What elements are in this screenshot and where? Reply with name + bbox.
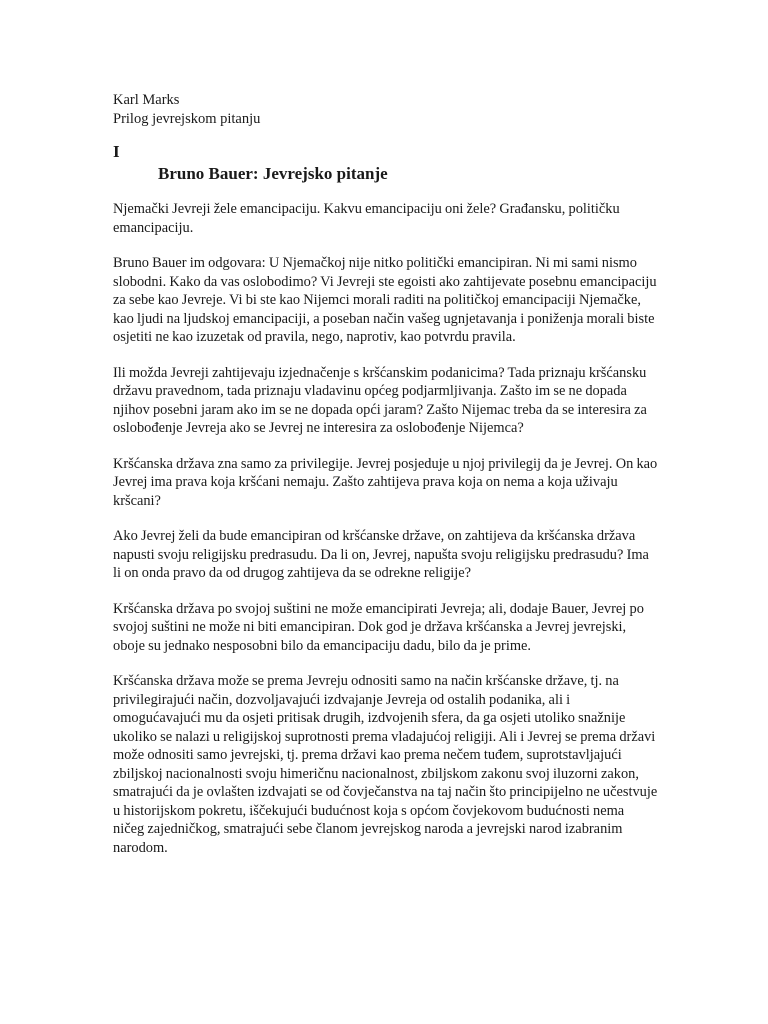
- body-text: [113, 200, 658, 857]
- paragraph: Kršćanska država po svojoj suštini ne može emancipirati Jevreja; ali, dodaje Bauer, Jevrej po svojoj suštini ne može ni biti emancipiran. Dok god je država kršćanska a Jevrej jevrejski, oboje su jednako nesposobni bilo da emancipaciju dadu, bilo da je prime.: [113, 600, 644, 654]
- paragraph: Bruno Bauer im odgovara: U Njemačkoj nije nitko politički emancipiran. Ni mi sami nismo slobodni. Kako da vas oslobodimo? Vi Jevreji ste egoisti ako zahtijevate posebnu emancipaciju za sebe kao Jevreje. Vi bi ste kao Nijemci morali raditi na političkoj emancipaciji Njemačke, kao ljudi na ljudskoj emancipaciji, a poseban način vašeg ugnjetavanja i poniženja morali biste osjetiti ne kao izuzetak od pravila, nego, naprotiv, kao potvrdu pravila.: [113, 255, 657, 345]
- paragraph: Kršćanska država može se prema Jevreju odnositi samo na način kršćanske države, tj. na privilegirajući način, dozvoljavajući izdvajanje Jevreja od ostalih podanika, ali i omogućavajući mu da osjeti pritisak drugih, izdvojenih sfera, da ga osjeti utoliko snažnije ukoliko se nalazi u religijskoj suprotnosti prema vladajućoj religiji. Ali i Jevrej se prema državi može odnositi samo jevrejski, tj. prema državi kao prema nečem tuđem, suprotstavljajući zbiljskoj nacionalnosti svoju himeričnu nacionalnost, zbiljskom zakonu svoj iluzorni zakon, smatrajući da je ovlašten izdvajati se od čovječanstva na taj način što principijelno ne učestvuje u historijskom pokretu, iščekujući budućnost koja s općom čovjekovom budućnosti nema ničeg zajedničkog, smatrajući sebe članom jevrejskog naroda a jevrejski narod izabranim narodom.: [113, 673, 658, 856]
- paragraph: Ili možda Jevreji zahtijevaju izjednačenje s kršćanskim podanicima? Tada priznaju kršćansku državu pravednom, tada priznaju vladavinu općeg podjarmljivanja. Zašto im se ne dopada njihov posebni jaram ako im se ne dopada opći jaram? Zašto Nijemac treba da se interesira za oslobođenje Jevreja ako se Jevrej ne interesira za oslobođenje Nijemca?: [113, 364, 647, 436]
- section-title: Bruno Bauer: Jevrejsko pitanje: [158, 164, 388, 183]
- work-title: Prilog jevrejskom pitanju: [113, 111, 261, 127]
- paragraph: Njemački Jevreji žele emancipaciju. Kakvu emancipaciju oni žele? Građansku, političku emancipaciju.: [113, 201, 620, 236]
- document-page: [113, 91, 658, 874]
- author-name: Karl Marks: [113, 92, 180, 108]
- paragraph: Kršćanska država zna samo za privilegije. Jevrej posjeduje u njoj privilegij da je Jevrej. On kao Jevrej ima prava koja kršćani nemaju. Zašto zahtijeva prava koja on nema a koja uživaju kršcani?: [113, 455, 658, 509]
- section-numeral: I: [113, 142, 120, 161]
- paragraph: Ako Jevrej želi da bude emancipiran od kršćanske države, on zahtijeva da kršćanska država napusti svoju religijsku predrasudu. Da li on, Jevrej, napušta svoju religijsku predrasudu? Ima li on onda pravo da od drugog zahtijeva da se odrekne religije?: [113, 528, 649, 581]
